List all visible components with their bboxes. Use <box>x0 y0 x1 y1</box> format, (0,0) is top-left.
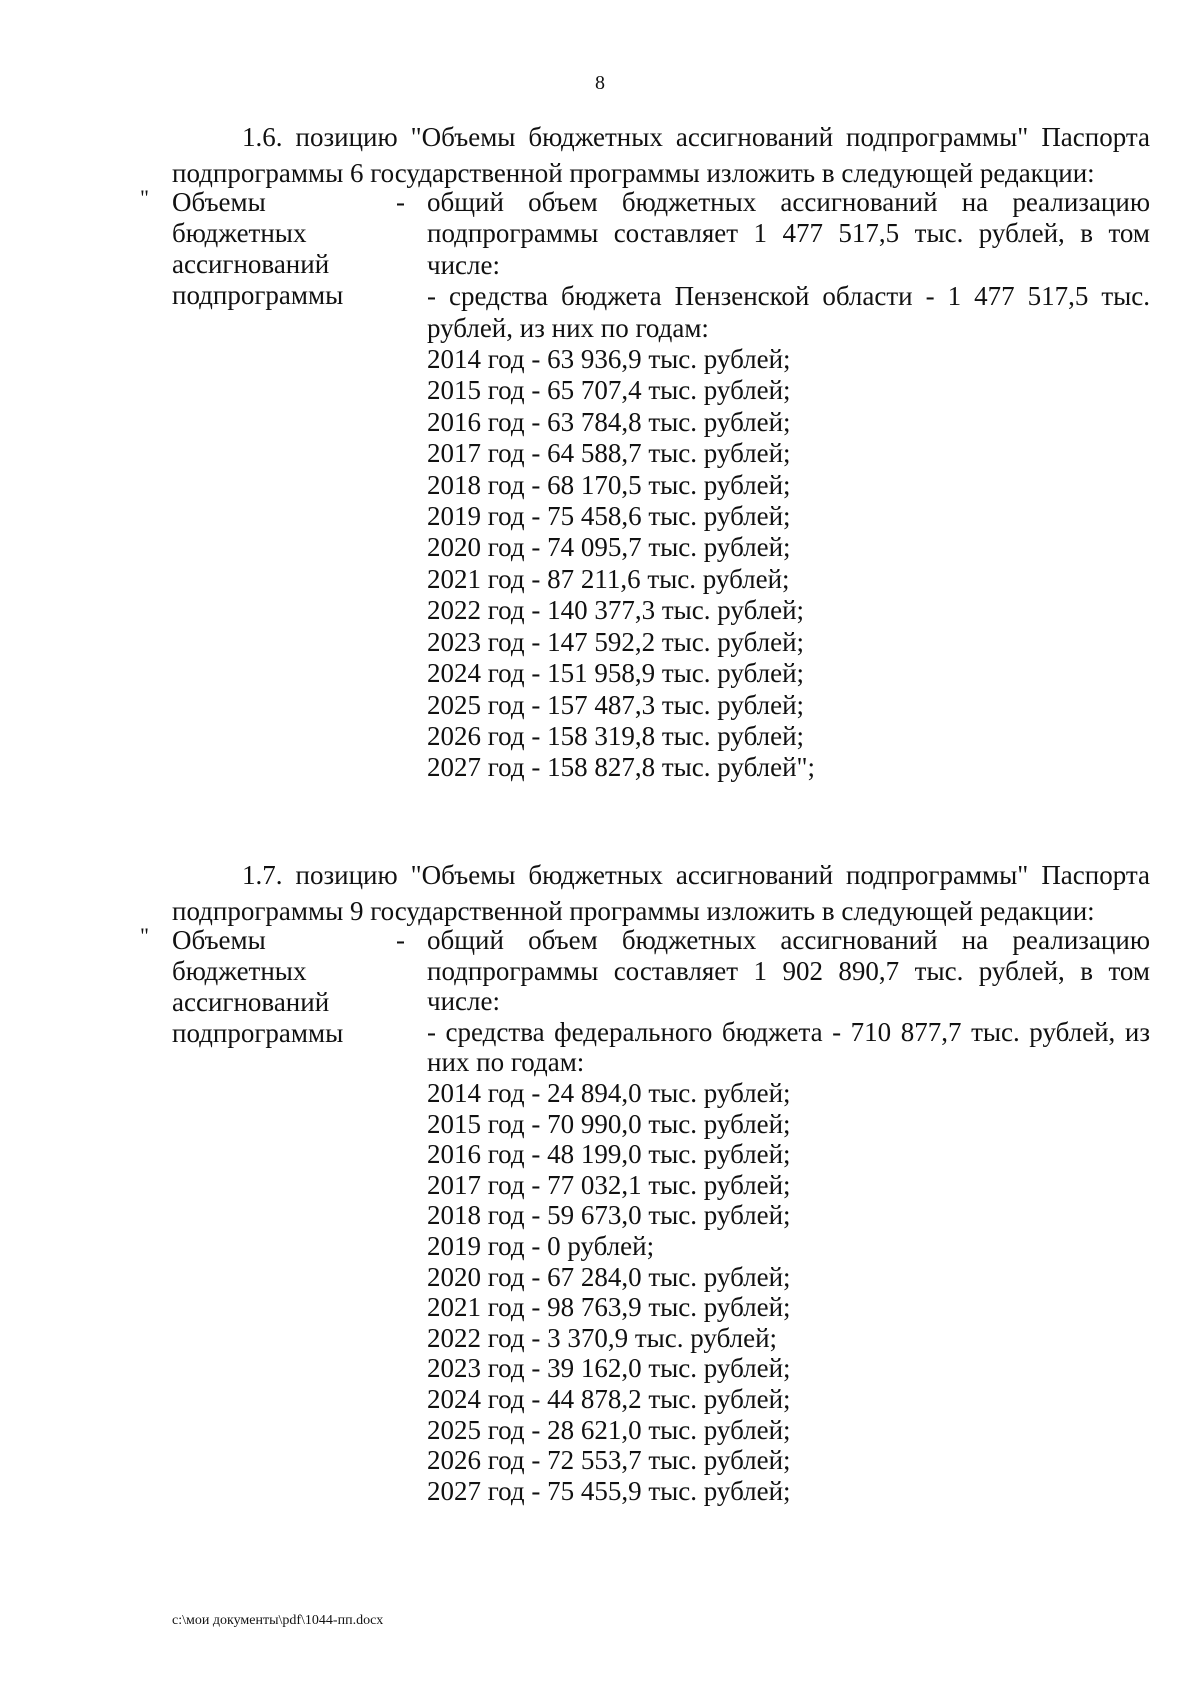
year-line: 2024 год - 44 878,2 тыс. рублей; <box>427 1383 791 1414</box>
total-volume: общий объем бюджетных ассигнований на реализацию подпрограммы составляет 1 477 517,5 тыс. рублей, в том числе: <box>427 187 1150 280</box>
year-line: 2014 год - 63 936,9 тыс. рублей; <box>427 344 791 375</box>
year-line: 2019 год - 0 рублей; <box>427 1230 655 1261</box>
year-line: 2027 год - 75 455,9 тыс. рублей; <box>427 1475 791 1506</box>
year-line: 2026 год - 72 553,7 тыс. рублей; <box>427 1445 791 1476</box>
passport-value <box>427 187 1150 784</box>
year-line: 2026 год - 158 319,8 тыс. рублей; <box>427 720 805 751</box>
page-number: 8 <box>595 72 605 94</box>
year-line: 2027 год - 158 827,8 тыс. рублей"; <box>427 752 816 783</box>
total-volume: общий объем бюджетных ассигнований на реализацию подпрограммы составляет 1 902 890,7 тыс. рублей, в том числе: <box>427 925 1150 1017</box>
year-line: 2016 год - 63 784,8 тыс. рублей; <box>427 406 791 437</box>
year-line: 2015 год - 70 990,0 тыс. рублей; <box>427 1108 791 1139</box>
year-line: 2015 год - 65 707,4 тыс. рублей; <box>427 375 791 406</box>
year-line: 2020 год - 74 095,7 тыс. рублей; <box>427 532 791 563</box>
funding-source: - средства бюджета Пензенской области - 1 477 517,5 тыс. рублей, из них по годам: <box>427 281 1150 343</box>
year-line: 2023 год - 147 592,2 тыс. рублей; <box>427 626 805 657</box>
year-line: 2017 год - 77 032,1 тыс. рублей; <box>427 1169 791 1200</box>
year-line: 2024 год - 151 958,9 тыс. рублей; <box>427 658 805 689</box>
year-line: 2016 год - 48 199,0 тыс. рублей; <box>427 1139 791 1170</box>
opening-quote: " <box>140 185 149 210</box>
year-line: 2020 год - 67 284,0 тыс. рублей; <box>427 1261 791 1292</box>
year-line: 2017 год - 64 588,7 тыс. рублей; <box>427 438 791 469</box>
passport-label: Объемы бюджетных ассигнований подпрограммы <box>172 925 344 1048</box>
year-line: 2021 год - 87 211,6 тыс. рублей; <box>427 563 790 594</box>
year-line: 2025 год - 157 487,3 тыс. рублей; <box>427 689 805 720</box>
year-line: 2018 год - 68 170,5 тыс. рублей; <box>427 469 791 500</box>
year-line: 2019 год - 75 458,6 тыс. рублей; <box>427 501 791 532</box>
year-line: 2025 год - 28 621,0 тыс. рублей; <box>427 1414 791 1445</box>
separator-dash: - <box>396 187 405 217</box>
funding-source: - средства федерального бюджета - 710 877,7 тыс. рублей, из них по годам: <box>427 1016 1150 1078</box>
year-line: 2018 год - 59 673,0 тыс. рублей; <box>427 1200 791 1231</box>
year-line: 2023 год - 39 162,0 тыс. рублей; <box>427 1353 791 1384</box>
section-16-intro: 1.6. позицию "Объемы бюджетных ассигнований подпрограммы" Паспорта подпрограммы 6 государственной программы изложить в следующей редакции: <box>172 122 1150 188</box>
section-17-intro: 1.7. позицию "Объемы бюджетных ассигнований подпрограммы" Паспорта подпрограммы 9 государственной программы изложить в следующей редакции: <box>172 860 1150 926</box>
year-line: 2022 год - 3 370,9 тыс. рублей; <box>427 1322 778 1353</box>
year-line: 2022 год - 140 377,3 тыс. рублей; <box>427 595 805 626</box>
year-line: 2021 год - 98 763,9 тыс. рублей; <box>427 1292 791 1323</box>
file-path-footer: c:\мои документы\pdf\1044-пп.docx <box>172 1613 384 1628</box>
separator-dash: - <box>396 925 405 955</box>
passport-label: Объемы бюджетных ассигнований подпрограммы <box>172 187 344 310</box>
opening-quote: " <box>140 923 149 948</box>
year-line: 2014 год - 24 894,0 тыс. рублей; <box>427 1077 791 1108</box>
passport-value <box>427 925 1150 1506</box>
